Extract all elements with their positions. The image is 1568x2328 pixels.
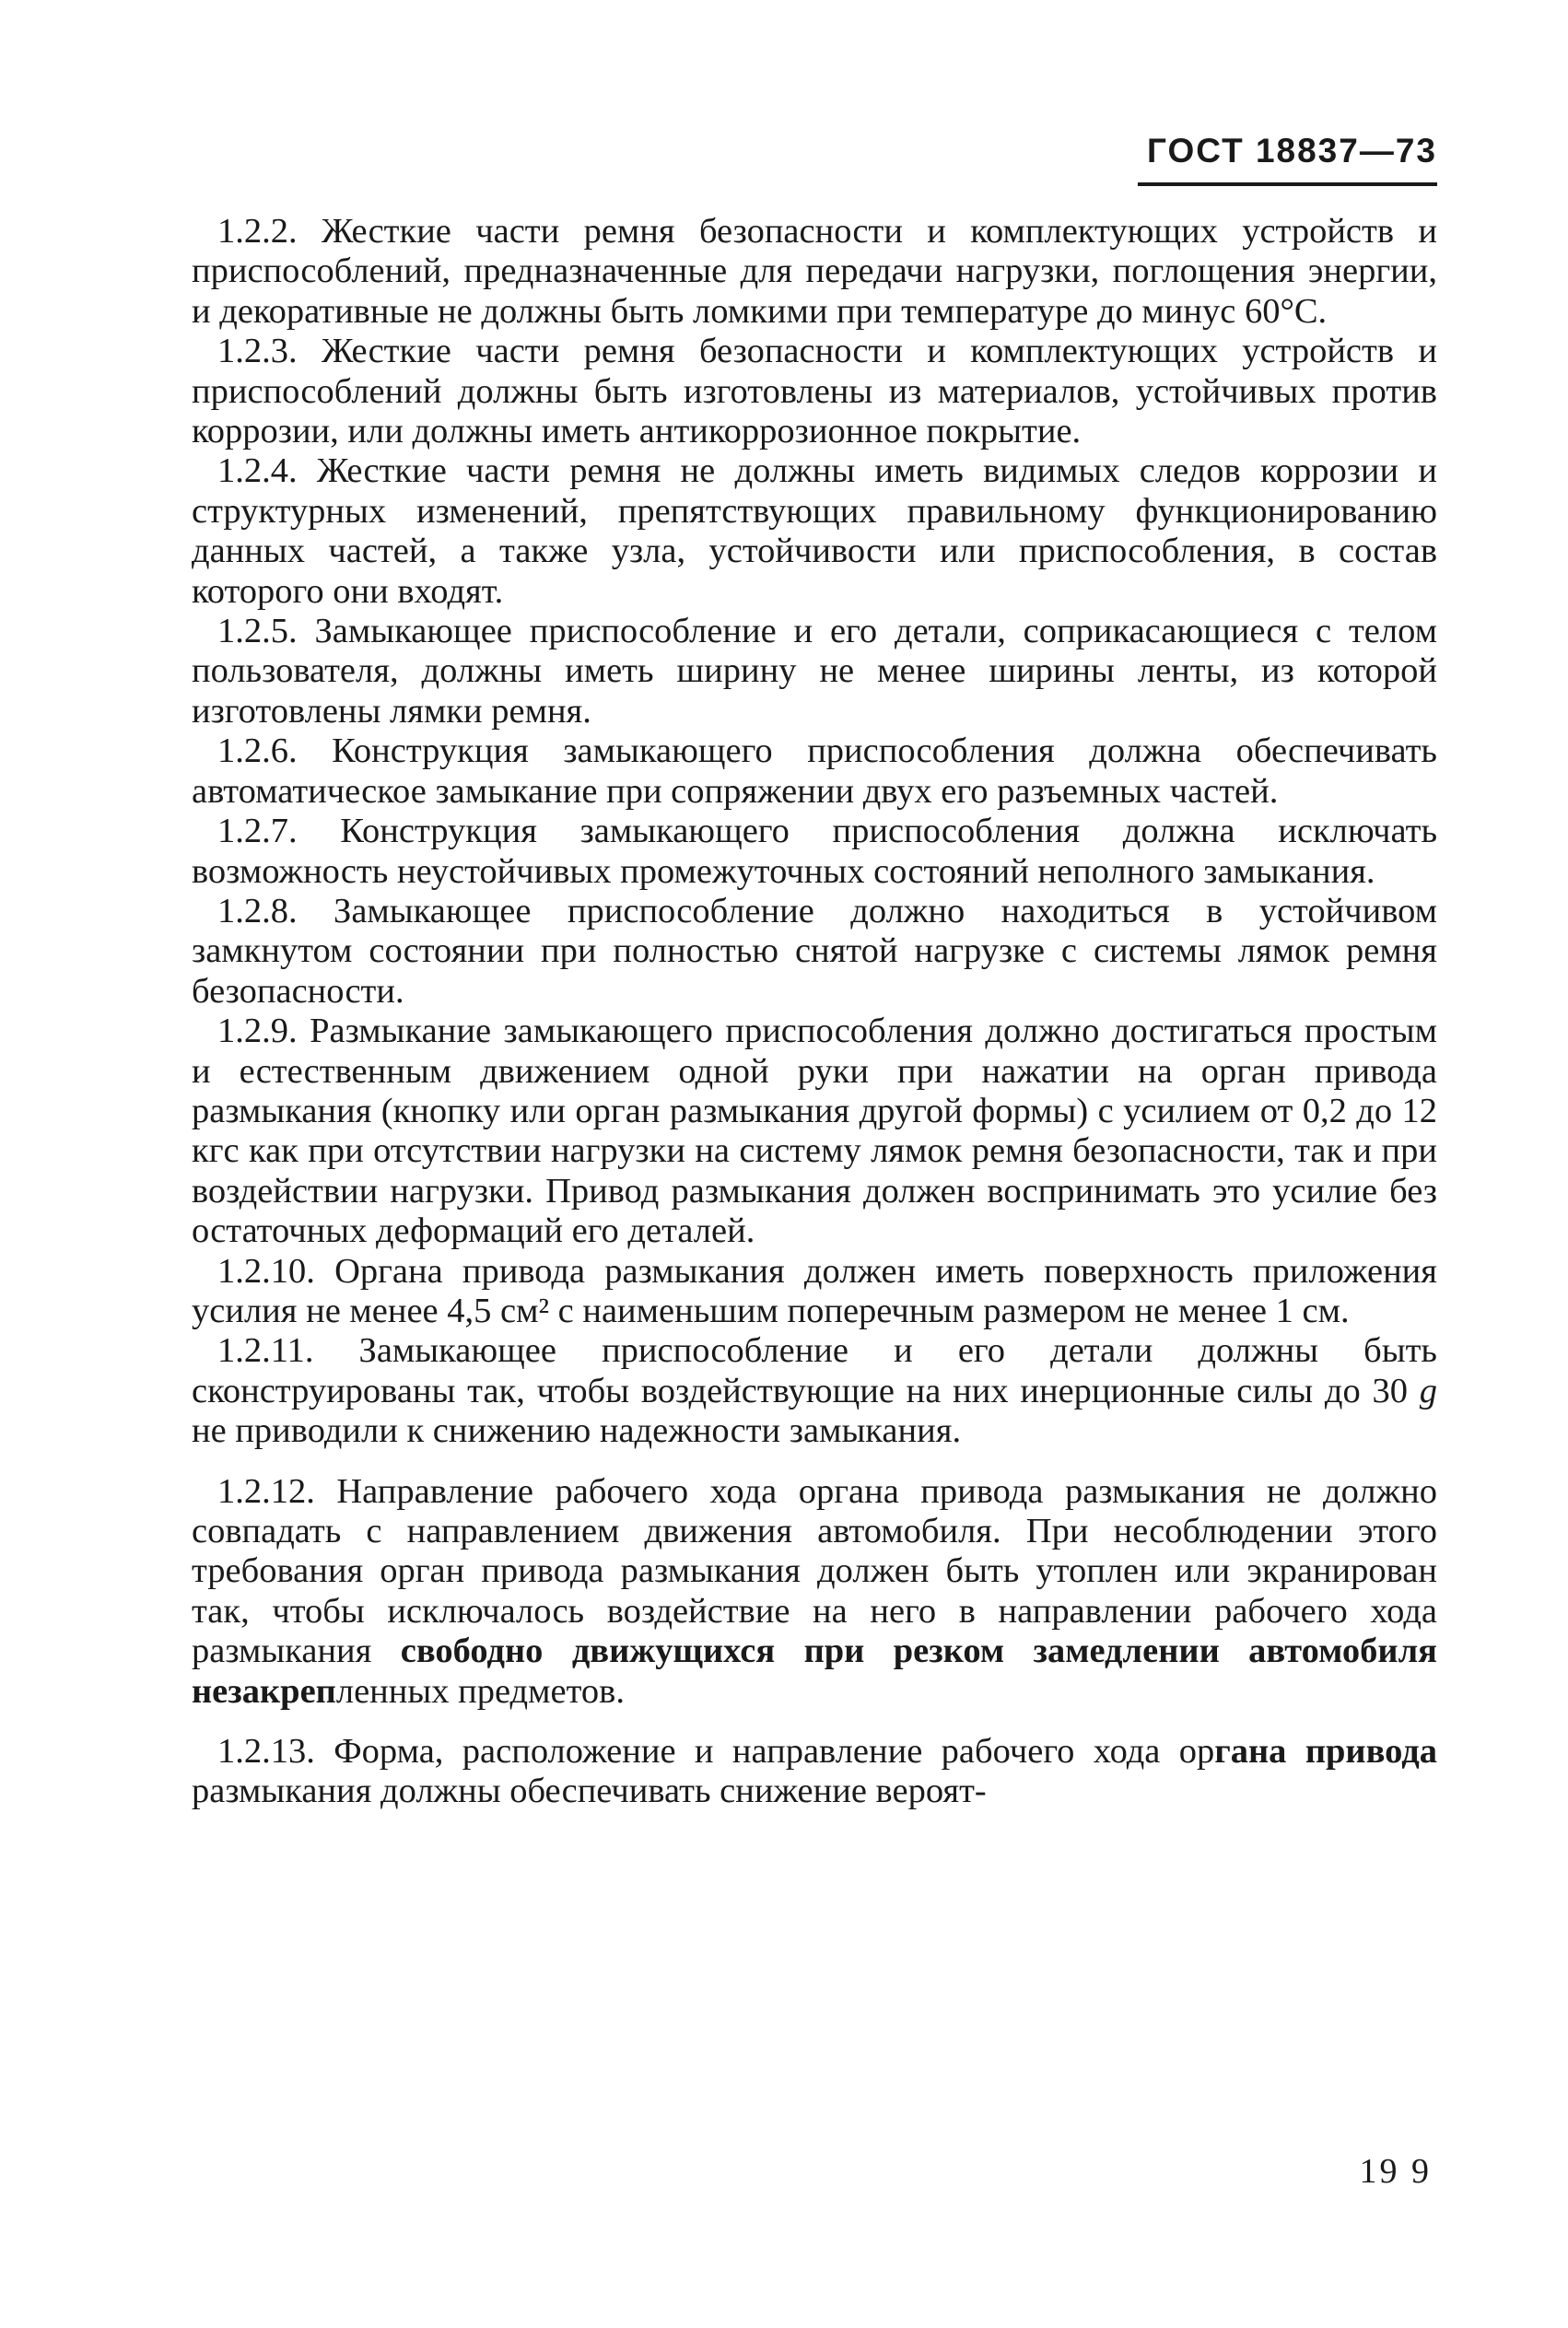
header-rule xyxy=(1138,182,1437,186)
standard-title: ГОСТ 18837—73 xyxy=(1147,132,1437,170)
paragraph-1-2-11 xyxy=(192,1331,1437,1451)
gravity-symbol: g xyxy=(1419,1371,1437,1410)
paragraph-1-2-7: 1.2.7. Конструкция замыкающего приспособления должна исключать возможность неустойчивых промежуточных состояний неполного замыкания. xyxy=(192,812,1437,891)
paragraph-1-2-9: 1.2.9. Размыкание замыкающего приспособления должно достигаться простым и естественным движением одной руки при нажатии на орган привода размыкания (кнопку или орган размыкания другой формы) с усилием от 0,2 до 12 кгс как при отсутствии нагрузки на систему лямок ремня безопасности, так и при воздействии нагрузки. Привод размыкания должен воспринимать это усилие без остаточных деформаций его деталей. xyxy=(192,1012,1437,1251)
paragraph-1-2-2: 1.2.2. Жесткие части ремня безопасности и комплектующих устройств и приспособлений, предназначенные для передачи нагрузки, поглощения энергии, и декоративные не должны быть ломкими при температуре до минус 60°С. xyxy=(192,212,1437,331)
page-header xyxy=(1138,129,1437,186)
paragraph-1-2-12 xyxy=(192,1472,1437,1712)
paragraph-text-bold: гана привода xyxy=(1214,1732,1437,1772)
paragraph-text-bold: свободно движущихся при резком замедлении автомобиля незакреп xyxy=(192,1632,1437,1711)
paragraph-1-2-10: 1.2.10. Органа привода размыкания должен иметь поверхность приложения усилия не менее 4,5 см² с наименьшим поперечным размером не менее 1 см. xyxy=(192,1251,1437,1330)
paragraph-text: 1.2.13. Форма, расположение и направление рабочего хода ор xyxy=(217,1732,1215,1772)
paragraph-text: ленных предметов. xyxy=(335,1671,625,1711)
paragraph-text: не приводили к снижению надежности замыкания. xyxy=(192,1411,962,1451)
paragraph-text: размыкания должны обеспечивать снижение вероят- xyxy=(192,1772,987,1811)
paragraph-text: 1.2.12. Направление рабочего хода органа привода размыкания не должно совпадать с направлением движения автомобиля. При несоблюдении этого требования орган привода размыкания должен быть утоплен или экранирован так, чтобы исключалось воздействие на него в направлении рабочего хода размыкания xyxy=(192,1471,1437,1671)
paragraph-1-2-6: 1.2.6. Конструкция замыкающего приспособления должна обеспечивать автоматическое замыкание при сопряжении двух его разъемных частей. xyxy=(192,731,1437,811)
page-number: 19 9 xyxy=(1359,2152,1432,2191)
document-body xyxy=(192,212,1437,1812)
paragraph-1-2-4: 1.2.4. Жесткие части ремня не должны иметь видимых следов коррозии и структурных изменений, препятствующих правильному функционированию данных частей, а также узла, устойчивости или приспособления, в состав которого они входят. xyxy=(192,451,1437,611)
paragraph-1-2-5: 1.2.5. Замыкающее приспособление и его детали, соприкасающиеся с телом пользователя, должны иметь ширину не менее ширины ленты, из которой изготовлены лямки ремня. xyxy=(192,612,1437,731)
paragraph-1-2-13 xyxy=(192,1732,1437,1812)
paragraph-1-2-8: 1.2.8. Замыкающее приспособление должно находиться в устойчивом замкнутом состоянии при полностью снятой нагрузке с системы лямок ремня безопасности. xyxy=(192,891,1437,1011)
paragraph-text: 1.2.11. Замыкающее приспособление и его детали должны быть сконструированы так, чтобы воздействующие на них инерционные силы до 30 xyxy=(192,1331,1437,1410)
paragraph-1-2-3: 1.2.3. Жесткие части ремня безопасности и комплектующих устройств и приспособлений должны быть изготовлены из материалов, устойчивых против коррозии, или должны иметь антикоррозионное покрытие. xyxy=(192,332,1437,451)
